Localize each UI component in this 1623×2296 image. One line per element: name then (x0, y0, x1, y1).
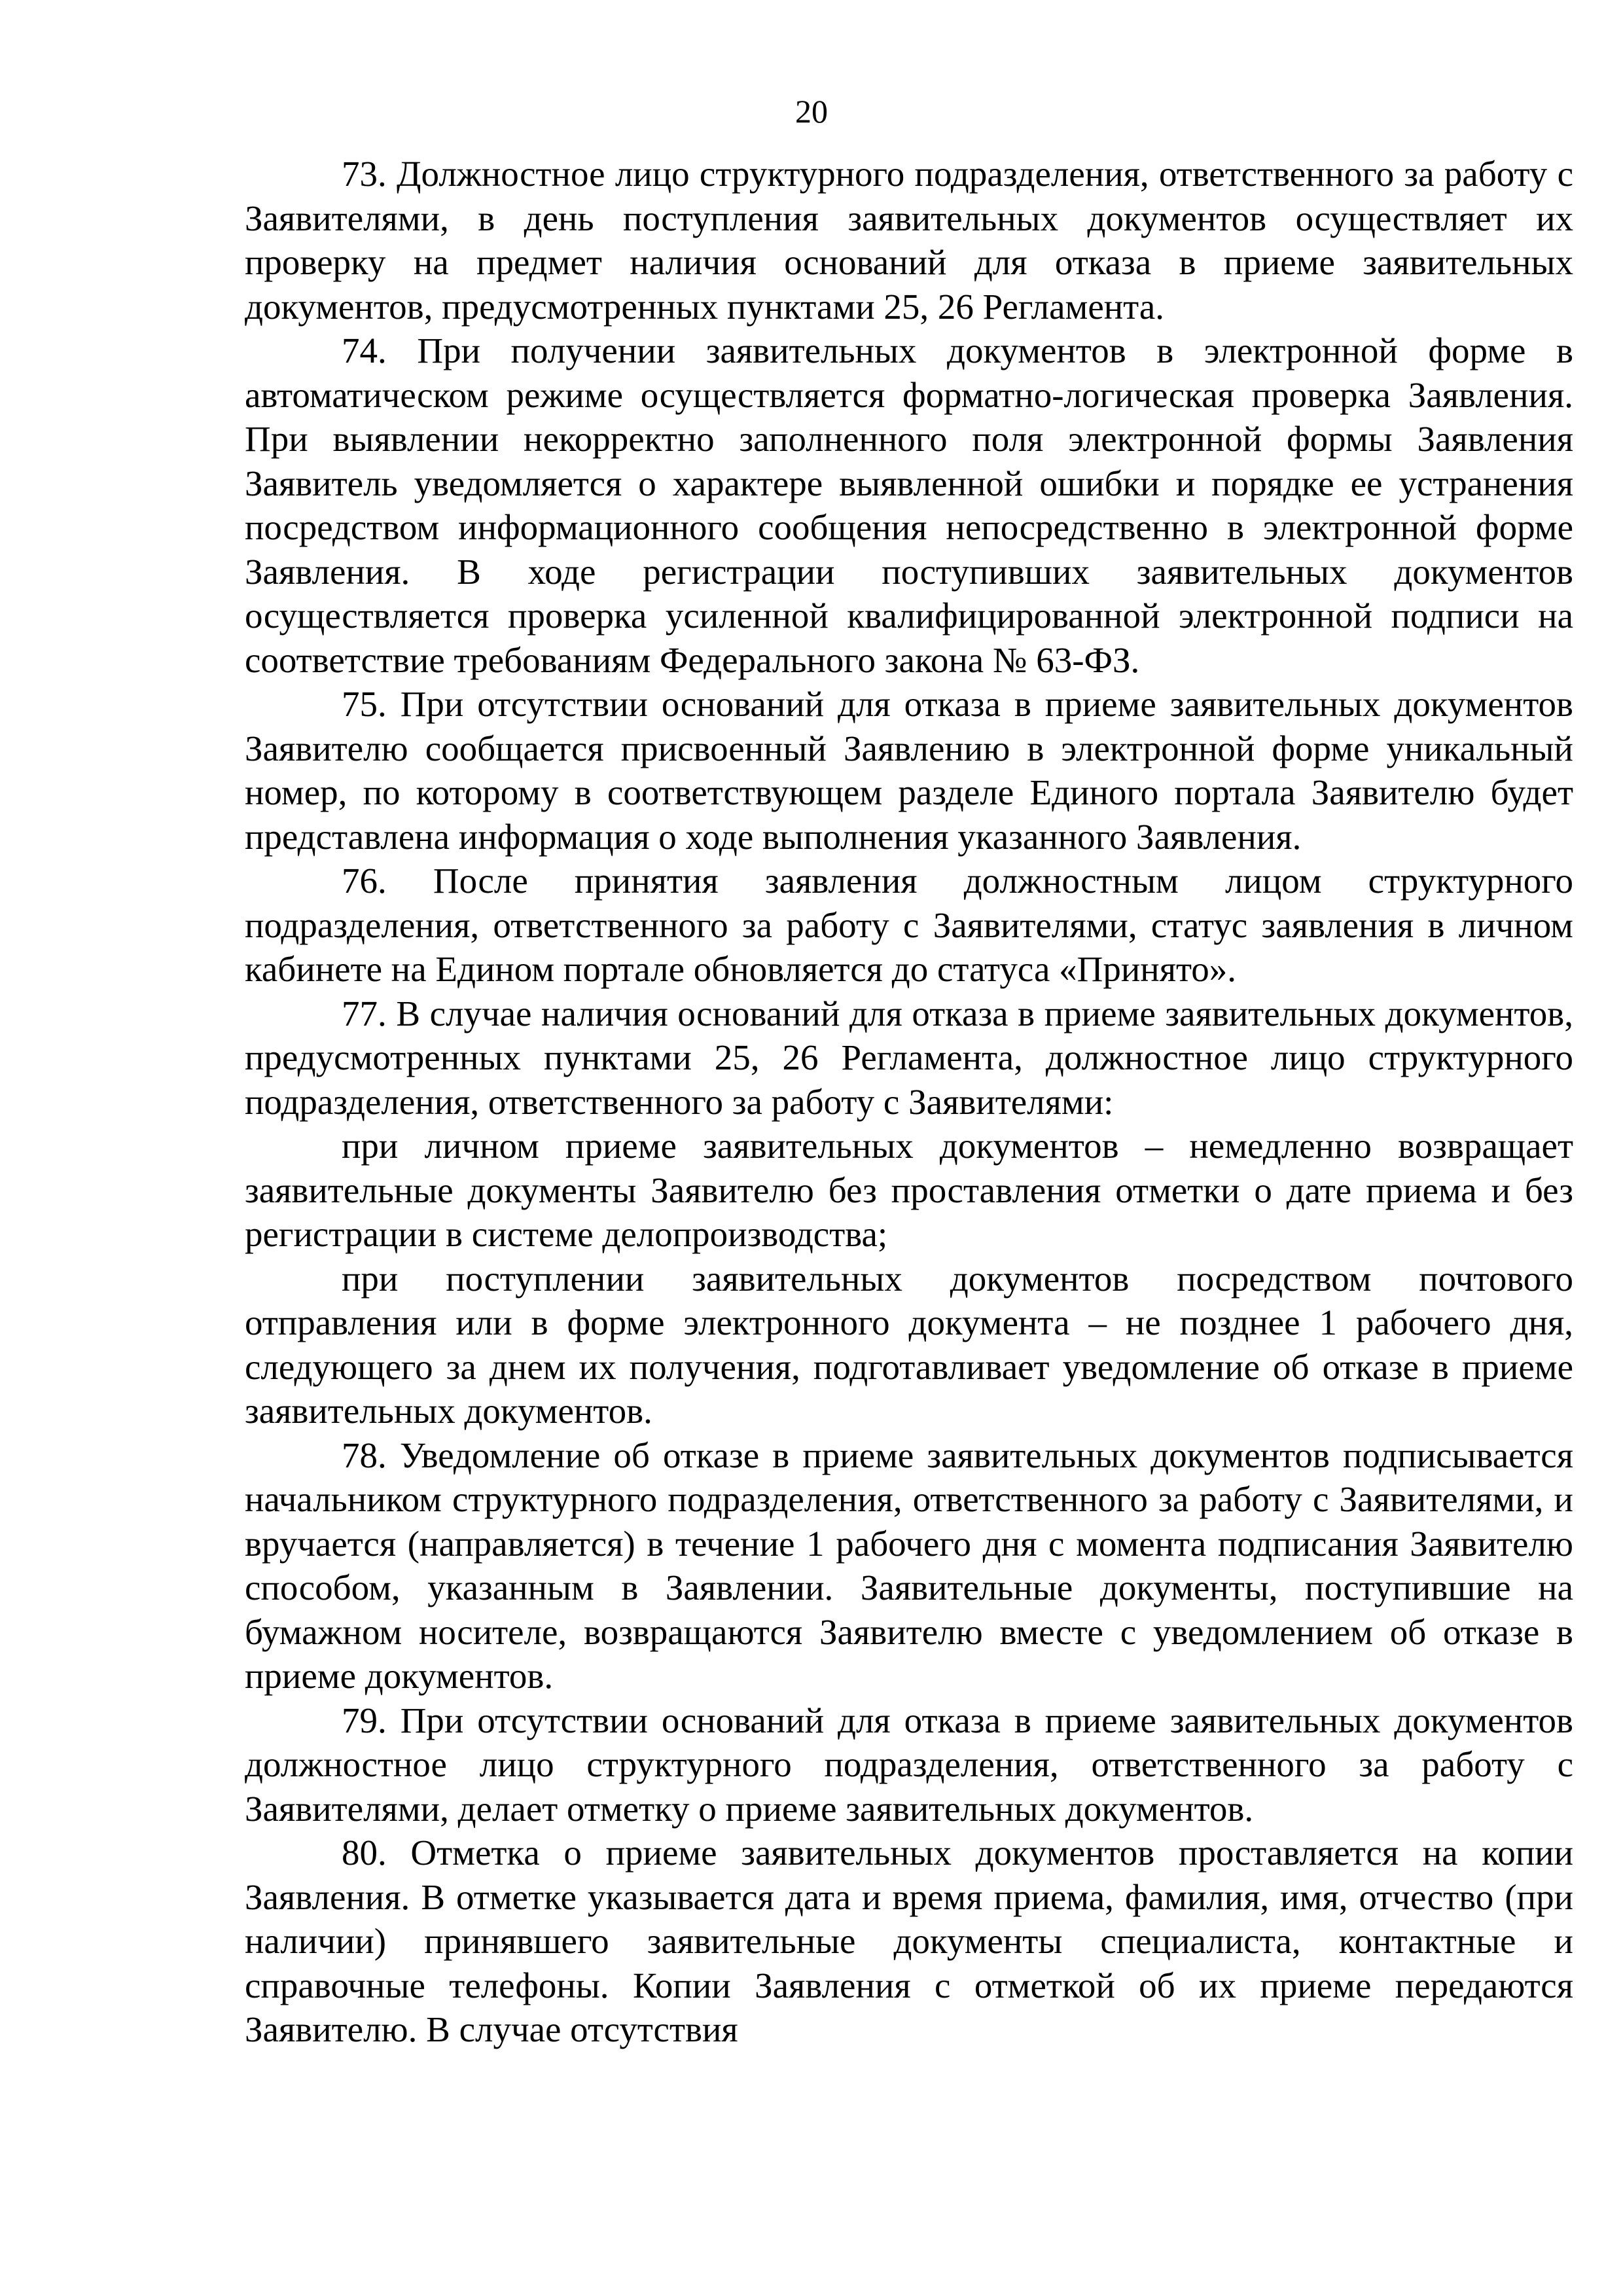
paragraph-77-personal-reception: при личном приеме заявительных документов – немедленно возвращает заявительные документы Заявителю без проставления отметки о дате приема и без регистрации в системе делопроизводства; (245, 1126, 1573, 1254)
paragraph-75: 75. При отсутствии оснований для отказа в приеме заявительных документов Заявителю сообщается присвоенный Заявлению в электронной форме уникальный номер, по которому в соответствующем разделе Единого портала Заявителю будет представлена информация о ходе выполнения указанного Заявления. (245, 684, 1573, 857)
paragraph-78: 78. Уведомление об отказе в приеме заявительных документов подписывается начальником структурного подразделения, ответственного за работу с Заявителями, и вручается (направляется) в течение 1 рабочего дня с момента подписания Заявителю способом, указанным в Заявлении. Заявительные документы, поступившие на бумажном носителе, возвращаются Заявителю вместе с уведомлением об отказе в приеме документов. (245, 1435, 1573, 1696)
paragraph-74: 74. При получении заявительных документов в электронной форме в автоматическом режиме осуществляется форматно-логическая проверка Заявления. При выявлении некорректно заполненного поля электронной формы Заявления Заявитель уведомляется о характере выявленной ошибки и порядке ее устранения посредством информационного сообщения непосредственно в электронной форме Заявления. В ходе регистрации поступивших заявительных документов осуществляется проверка усиленной квалифицированной электронной подписи на соответствие требованиям Федерального закона № 63-ФЗ. (245, 331, 1573, 680)
paragraph-77: 77. В случае наличия оснований для отказа в приеме заявительных документов, предусмотренных пунктами 25, 26 Регламента, должностное лицо структурного подразделения, ответственного за работу с Заявителями: (245, 993, 1573, 1122)
paragraph-77-postal-electronic: при поступлении заявительных документов посредством почтового отправления или в форме электронного документа – не позднее 1 рабочего дня, следующего за днем их получения, подготавливает уведомление об отказе в приеме заявительных документов. (245, 1258, 1573, 1431)
paragraph-76: 76. После принятия заявления должностным лицом структурного подразделения, ответственного за работу с Заявителями, статус заявления в личном кабинете на Едином портале обновляется до статуса «Принято». (245, 861, 1573, 989)
page-number: 20 (795, 93, 828, 130)
document-body (245, 152, 1573, 2052)
paragraph-80: 80. Отметка о приеме заявительных документов проставляется на копии Заявления. В отметке указывается дата и время приема, фамилия, имя, отчество (при наличии) принявшего заявительные документы специалиста, контактные и справочные телефоны. Копии Заявления с отметкой об их приеме передаются Заявителю. В случае отсутствия (245, 1833, 1573, 2049)
paragraph-79: 79. При отсутствии оснований для отказа в приеме заявительных документов должностное лицо структурного подразделения, ответственного за работу с Заявителями, делает отметку о приеме заявительных документов. (245, 1700, 1573, 1829)
paragraph-73: 73. Должностное лицо структурного подразделения, ответственного за работу с Заявителями, в день поступления заявительных документов осуществляет их проверку на предмет наличия оснований для отказа в приеме заявительных документов, предусмотренных пунктами 25, 26 Регламента. (245, 154, 1573, 327)
